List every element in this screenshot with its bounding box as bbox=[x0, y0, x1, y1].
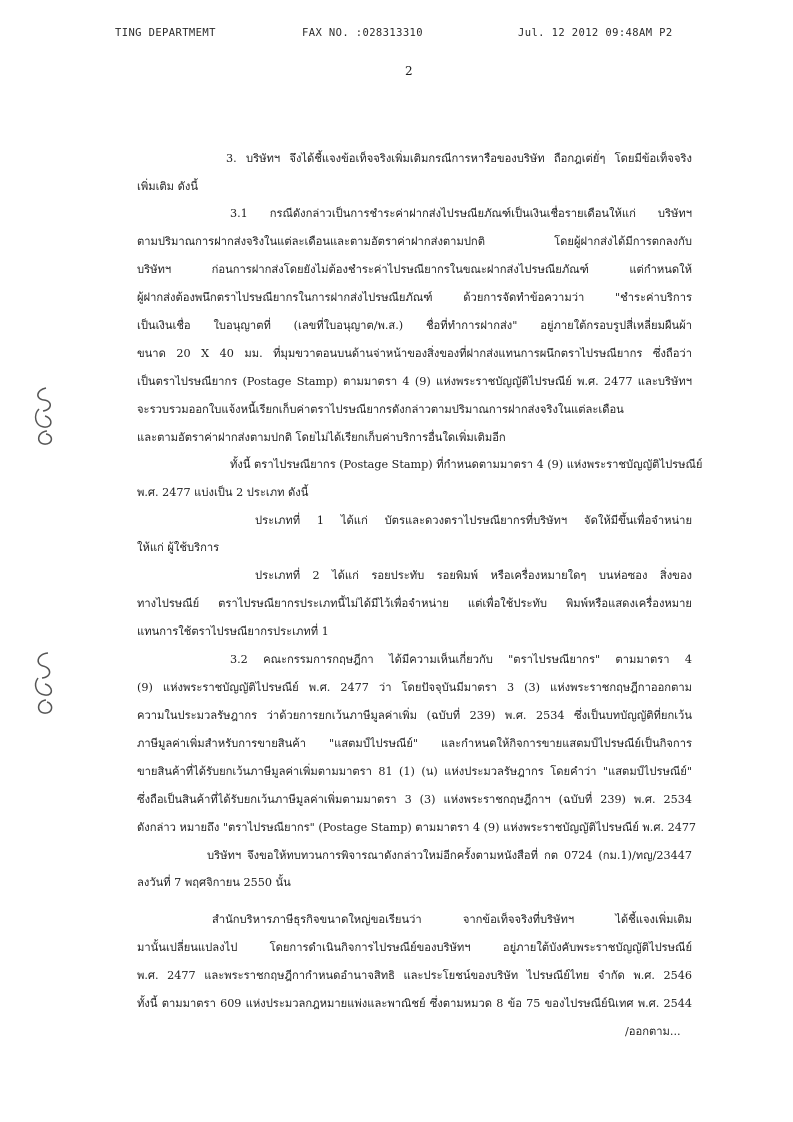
margin-handwriting-mark-1 bbox=[30, 385, 60, 451]
text-line: จะรวบรวมออกใบแจ้งหนี้เรียกเก็บค่าตราไปรษณียากรดังกล่าวตามปริมาณการฝากส่งจริงในแต่ละเดือน bbox=[137, 403, 624, 416]
text-line: ทางไปรษณีย์ ตราไปรษณียากรประเภทนี้ไม่ได้มีไว้เพื่อจำหน่าย แต่เพื่อใช้ประทับ พิมพ์หรือแสดงเครื่องหมาย bbox=[137, 597, 692, 610]
text-line: สำนักบริหารภาษีธุรกิจขนาดใหญ่ขอเรียนว่า จากข้อเท็จจริงที่บริษัทฯ ได้ชี้แจงเพิ่มเติม bbox=[212, 913, 692, 926]
text-line: ความในประมวลรัษฎากร ว่าด้วยการยกเว้นภาษีมูลค่าเพิ่ม (ฉบับที่ 239) พ.ศ. 2534 ซึ่งเป็นบทบัญญัติที่ยกเว้น bbox=[137, 709, 692, 722]
text-line: ภาษีมูลค่าเพิ่มสำหรับการขายสินค้า "แสตมป์ไปรษณีย์" และกำหนดให้กิจการขายแสตมป์ไปรษณีย์เป็นกิจการ bbox=[137, 737, 692, 750]
text-line: ให้แก่ ผู้ใช้บริการ bbox=[137, 541, 220, 554]
text-line: ประเภทที่ 1 ได้แก่ บัตรและดวงตราไปรษณียากรที่บริษัทฯ จัดให้มีขึ้นเพื่อจำหน่าย bbox=[255, 514, 692, 527]
fax-number: FAX NO. :028313310 bbox=[302, 27, 423, 39]
fax-department: TING DEPARTMEMT bbox=[115, 27, 216, 39]
text-line: ทั้งนี้ ตราไปรษณียากร (Postage Stamp) ที่กำหนดตามมาตรา 4 (9) แห่งพระราชบัญญัติไปรษณีย์ bbox=[230, 458, 703, 471]
text-line: บริษัทฯ จึงขอให้ทบทวนการพิจารณาดังกล่าวใหม่อีกครั้งตามหนังสือที่ กต 0724 (กม.1)/ทญ/23447 bbox=[207, 849, 692, 862]
text-line: ซึ่งถือเป็นสินค้าที่ได้รับยกเว้นภาษีมูลค่าเพิ่มตามมาตรา 3 (3) แห่งพระราชกฤษฎีกาฯ (ฉบับที่ 239) พ.ศ. 2534 bbox=[137, 793, 692, 806]
text-line: พ.ศ. 2477 แบ่งเป็น 2 ประเภท ดังนี้ bbox=[137, 486, 309, 499]
text-line: ผู้ฝากส่งต้องพนึกตราไปรษณียากรในการฝากส่งไปรษณียภัณฑ์ ด้วยการจัดทำข้อความว่า "ชำระค่าบริการ bbox=[137, 291, 692, 304]
text-line: บริษัทฯ ก่อนการฝากส่งโดยยังไม่ต้องชำระค่าไปรษณียากรในขณะฝากส่งไปรษณียภัณฑ์ แต่กำหนดให้ bbox=[137, 263, 692, 276]
text-line: ดังกล่าว หมายถึง "ตราไปรษณียากร" (Postage Stamp) ตามมาตรา 4 (9) แห่งพระราชบัญญัติไปรษณีย์ พ.ศ. 2477 bbox=[137, 821, 697, 834]
text-line: ลงวันที่ 7 พฤศจิกายน 2550 นั้น bbox=[137, 876, 291, 889]
text-line: เป็นตราไปรษณียากร (Postage Stamp) ตามมาตรา 4 (9) แห่งพระราชบัญญัติไปรษณีย์ พ.ศ. 2477 และบริษัทฯ bbox=[137, 375, 692, 388]
text-line: เป็นเงินเชื่อ ใบอนุญาตที่ (เลขที่ใบอนุญาต/พ.ส.) ชื่อที่ทำการฝากส่ง" อยู่ภายใต้กรอบรูปสี่เหลี่ยมผืนผ้า bbox=[137, 319, 692, 332]
continuation-marker: /ออกตาม... bbox=[625, 1025, 681, 1038]
text-line: 3.2 คณะกรรมการกฤษฎีกา ได้มีความเห็นเกี่ยวกับ "ตราไปรษณียากร" ตามมาตรา 4 bbox=[230, 653, 692, 666]
text-line: 3.1 กรณีดังกล่าวเป็นการชำระค่าฝากส่งไปรษณียภัณฑ์เป็นเงินเชื่อรายเดือนให้แก่ บริษัทฯ bbox=[230, 207, 692, 220]
margin-handwriting-mark-2 bbox=[30, 650, 60, 720]
text-line: และตามอัตราค่าฝากส่งตามปกติ โดยไม่ได้เรียกเก็บค่าบริการอื่นใดเพิ่มเติมอีก bbox=[137, 431, 506, 444]
text-line: มานั้นเปลี่ยนแปลงไป โดยการดำเนินกิจการไปรษณีย์ของบริษัทฯ อยู่ภายใต้บังคับพระราชบัญญัติไปรษณีย์ bbox=[137, 941, 692, 954]
text-line: ขายสินค้าที่ได้รับยกเว้นภาษีมูลค่าเพิ่มตามมาตรา 81 (1) (น) แห่งประมวลรัษฎากร โดยคำว่า "แสตมป์ไปรษณีย์" bbox=[137, 765, 692, 778]
page-number: 2 bbox=[405, 64, 413, 78]
text-line: ทั้งนี้ ตามมาตรา 609 แห่งประมวลกฎหมายแพ่งและพาณิชย์ ซึ่งตามหมวด 8 ข้อ 75 ของไปรษณีย์นิเทศ พ.ศ. 2544 bbox=[137, 997, 692, 1010]
text-line: 3. บริษัทฯ จึงได้ชี้แจงข้อเท็จจริงเพิ่มเติมกรณีการหารือของบริษัท ถือกฎเต่ยั่ๆ โดยมีข้อเท็จจริง bbox=[226, 152, 692, 165]
fax-date: Jul. 12 2012 09:48AM P2 bbox=[518, 27, 673, 39]
text-line: พ.ศ. 2477 และพระราชกฤษฎีกากำหนดอำนาจสิทธิ และประโยชน์ของบริษัท ไปรษณีย์ไทย จำกัด พ.ศ. 2546 bbox=[137, 969, 692, 982]
text-line: ตามปริมาณการฝากส่งจริงในแต่ละเดือนและตามอัตราค่าฝากส่งตามปกติ โดยผู้ฝากส่งได้มีการตกลงกับ bbox=[137, 235, 692, 248]
text-line: ขนาด 20 X 40 มม. ที่มุมขวาตอนบนด้านจ่าหน้าของสิ่งของที่ฝากส่งแทนการผนึกตราไปรษณียากร ซึ่งถือว่า bbox=[137, 347, 692, 360]
text-line: เพิ่มเติม ดังนี้ bbox=[137, 180, 198, 193]
text-line: แทนการใช้ตราไปรษณียากรประเภทที่ 1 bbox=[137, 625, 329, 638]
text-line: (9) แห่งพระราชบัญญัติไปรษณีย์ พ.ศ. 2477 ว่า โดยปัจจุบันมีมาตรา 3 (3) แห่งพระราชกฤษฎีกาออกตาม bbox=[137, 681, 692, 694]
text-line: ประเภทที่ 2 ได้แก่ รอยประทับ รอยพิมพ์ หรือเครื่องหมายใดๆ บนห่อซอง สิ่งของ bbox=[255, 569, 692, 582]
